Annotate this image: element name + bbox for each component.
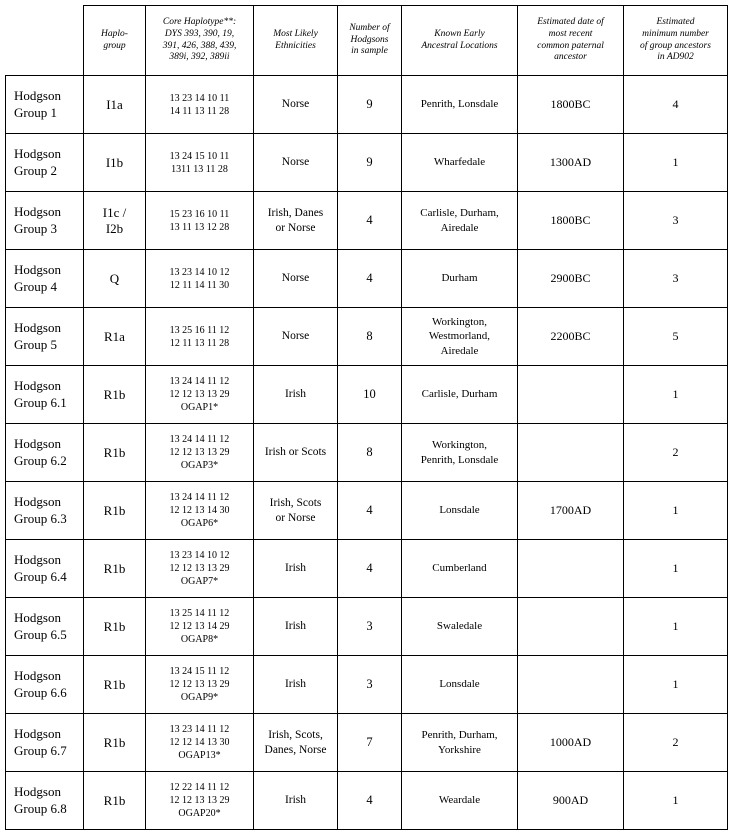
ethnicities-cell [254,482,338,540]
header-line: Hodgsons [350,34,389,45]
haplotype-line: 12 11 13 11 28 [169,337,230,349]
haplogroup-line: R1b [103,386,126,402]
haplotype-cell [146,366,254,424]
sample-count-cell: 4 [338,192,402,250]
header-line: ancestor [554,52,587,63]
locations-cell [402,134,518,192]
ancestor-date-cell: 900AD [518,772,624,830]
haplotype-line: 12 12 13 13 29 [169,795,230,806]
header-line: Core Haplotype**: [162,16,237,27]
group-name-cell [6,192,84,250]
ancestor-date-cell: 1800BC [518,76,624,134]
locations-line: Weardale [438,794,481,807]
ancestor-date-cell: 1700AD [518,482,624,540]
header-line: 391, 426, 388, 439, [162,40,237,51]
ethnicities-line: Norse [281,156,310,169]
haplotype-line: 13 23 14 10 11 [169,92,230,104]
haplotype-cell [146,598,254,656]
haplotype-line: 12 12 13 14 29 [169,621,230,632]
sample-count-cell: 3 [338,598,402,656]
header-line: Ancestral Locations [421,40,498,51]
locations-line: Swaledale [436,620,483,633]
table-row [6,714,728,772]
locations-cell [402,366,518,424]
ethnicities-line: Irish [284,794,307,807]
header-line: in AD902 [657,52,694,63]
haplotype-line: 15 23 16 10 11 [169,208,230,220]
table-row [6,424,728,482]
locations-line: Penrith, Lonsdale [420,98,499,111]
locations-line: Airedale [440,221,479,234]
haplogroup-cell [84,482,146,540]
sample-count-cell: 3 [338,656,402,714]
ancestor-count-cell: 1 [624,482,728,540]
locations-cell [402,482,518,540]
haplotype-line: 12 12 13 14 30 [169,505,230,516]
header-row [6,6,728,76]
locations-line: Penrith, Durham, [421,729,498,742]
ethnicities-cell [254,598,338,656]
haplotype-cell [146,192,254,250]
table-row [6,308,728,366]
ancestor-date-cell [518,540,624,598]
ethnicities-cell [254,424,338,482]
sample-count-cell: 8 [338,308,402,366]
header-number [338,6,402,76]
header-line: Estimated date of [537,16,604,27]
haplotype-line: 13 24 14 11 12 [169,434,230,445]
haplogroup-line: I2b [105,220,124,236]
group-name-line: Group 5 [14,336,57,352]
ethnicities-cell [254,772,338,830]
blank-corner-cell [6,6,84,76]
haplotype-line: 12 12 14 13 30 [169,737,230,748]
group-name-line: Hodgson [14,783,61,799]
header-line: in sample [351,46,388,57]
locations-cell [402,76,518,134]
ethnicities-line: Norse [281,272,310,285]
haplogroup-line: R1b [103,734,126,750]
haplotype-cell [146,656,254,714]
ancestor-count-cell: 4 [624,76,728,134]
ethnicities-line: Irish or Scots [264,446,327,459]
sample-count-cell: 8 [338,424,402,482]
group-name-cell [6,598,84,656]
ancestor-count-cell: 3 [624,250,728,308]
haplotype-line: OGAP13* [178,750,221,761]
ancestor-count-cell: 1 [624,598,728,656]
group-name-cell [6,656,84,714]
header-line: Estimated [656,16,695,27]
haplotype-cell [146,308,254,366]
haplogroup-line: Q [109,270,120,286]
group-name-line: Hodgson [14,609,61,625]
haplotype-cell [146,482,254,540]
ethnicities-line: or Norse [275,511,316,524]
ancestor-date-cell: 1800BC [518,192,624,250]
table-row [6,192,728,250]
group-name-line: Group 6.7 [14,742,67,758]
sample-count-cell: 4 [338,540,402,598]
group-name-cell [6,714,84,772]
group-name-line: Group 6.8 [14,800,67,816]
ancestor-count-cell: 5 [624,308,728,366]
haplotype-line: OGAP3* [180,460,219,471]
header-haplogroup [84,6,146,76]
header-ethnicities [254,6,338,76]
group-name-line: Hodgson [14,377,61,393]
locations-line: Airedale [440,344,479,357]
header-line: Number of [349,22,390,33]
group-name-line: Group 6.2 [14,452,67,468]
ancestor-date-cell: 1300AD [518,134,624,192]
ancestor-count-cell: 1 [624,366,728,424]
locations-cell [402,656,518,714]
sample-count-cell: 4 [338,250,402,308]
header-line: group [103,40,126,51]
header-line: Ethnicities [275,40,316,51]
haplotype-cell [146,714,254,772]
haplotype-line: 12 11 14 11 30 [169,279,230,291]
group-name-line: Hodgson [14,145,61,161]
haplotype-line: 13 23 14 10 12 [169,266,230,278]
ancestor-date-cell [518,424,624,482]
table-row [6,482,728,540]
table-row [6,540,728,598]
haplogroup-cell [84,366,146,424]
haplotype-line: 13 25 16 11 12 [169,324,230,336]
group-name-cell [6,76,84,134]
group-name-cell [6,540,84,598]
haplogroup-line: R1b [103,618,126,634]
ethnicities-cell [254,656,338,714]
group-name-line: Hodgson [14,493,61,509]
haplotype-cell [146,134,254,192]
header-line: common paternal [537,40,604,51]
haplotype-cell [146,76,254,134]
haplogroup-cell [84,772,146,830]
haplotype-line: 13 23 14 11 12 [169,724,230,735]
group-name-line: Group 3 [14,220,57,236]
haplogroup-line: I1b [105,154,124,170]
haplotype-cell [146,250,254,308]
ancestor-date-cell [518,598,624,656]
haplogroup-line: I1c / [102,204,127,220]
header-core-haplotype [146,6,254,76]
table-row [6,366,728,424]
locations-cell [402,308,518,366]
sample-count-cell: 7 [338,714,402,772]
haplotype-line: 12 12 13 13 29 [169,447,230,458]
group-name-line: Hodgson [14,551,61,567]
haplotype-line: 13 11 13 12 28 [169,221,230,233]
ancestor-count-cell: 2 [624,714,728,772]
haplogroup-line: R1b [103,560,126,576]
locations-cell [402,250,518,308]
locations-line: Wharfedale [433,156,486,169]
haplotype-line: OGAP6* [180,518,219,529]
haplogroup-line: R1a [104,328,125,344]
locations-cell [402,772,518,830]
group-name-cell [6,134,84,192]
ethnicities-line: Irish, Scots, [268,728,323,741]
sample-count-cell: 10 [338,366,402,424]
ethnicities-cell [254,308,338,366]
haplotype-line: 13 24 15 11 12 [169,666,230,677]
haplogroup-line: R1b [103,444,126,460]
haplotype-cell [146,772,254,830]
ethnicities-cell [254,540,338,598]
group-name-line: Group 2 [14,162,57,178]
haplogroup-cell [84,540,146,598]
haplotype-line: OGAP20* [178,808,221,819]
haplogroup-cell [84,192,146,250]
haplotype-line: 13 23 14 10 12 [169,550,230,561]
ancestor-count-cell: 1 [624,540,728,598]
group-name-cell [6,250,84,308]
haplogroup-cell [84,308,146,366]
locations-line: Workington, [431,316,488,329]
locations-line: Workington, [431,439,488,452]
header-line: 389i, 392, 389ii [169,52,230,63]
ancestor-date-cell: 2200BC [518,308,624,366]
locations-line: Lonsdale [439,504,480,517]
ancestor-date-cell [518,656,624,714]
group-name-line: Group 4 [14,278,57,294]
locations-cell [402,424,518,482]
locations-line: Penrith, Lonsdale [420,453,499,466]
haplotype-line: OGAP8* [180,634,219,645]
table-row [6,250,728,308]
haplotype-line: OGAP7* [180,576,219,587]
haplotype-line: OGAP9* [180,692,219,703]
haplotype-line: 12 12 13 13 29 [169,563,230,574]
ethnicities-cell [254,192,338,250]
header-ancestors [624,6,728,76]
ethnicities-line: or Norse [275,221,316,234]
group-name-line: Hodgson [14,319,61,335]
ethnicities-cell [254,134,338,192]
hodgson-haplogroup-table [5,5,728,830]
group-name-cell [6,772,84,830]
ancestor-date-cell [518,366,624,424]
group-name-line: Group 6.5 [14,626,67,642]
ancestor-count-cell: 1 [624,134,728,192]
ethnicities-cell [254,250,338,308]
locations-line: Lonsdale [439,678,480,691]
group-name-line: Group 6.4 [14,568,67,584]
ethnicities-line: Danes, Norse [264,743,327,756]
header-line: Known Early [434,28,485,39]
haplotype-line: 13 24 14 11 12 [169,376,230,387]
locations-cell [402,598,518,656]
table-row [6,598,728,656]
group-name-cell [6,424,84,482]
group-name-cell [6,482,84,540]
haplogroup-cell [84,714,146,772]
haplotype-line: 14 11 13 11 28 [169,105,230,117]
haplogroup-line: R1b [103,792,126,808]
haplotype-cell [146,540,254,598]
sample-count-cell: 9 [338,76,402,134]
haplotype-line: 1311 13 11 28 [171,163,228,175]
sample-count-cell: 4 [338,772,402,830]
sample-count-cell: 4 [338,482,402,540]
table-row [6,76,728,134]
ethnicities-line: Irish [284,678,307,691]
haplogroup-cell [84,76,146,134]
group-name-line: Hodgson [14,667,61,683]
locations-cell [402,540,518,598]
group-name-line: Hodgson [14,261,61,277]
group-name-line: Group 6.1 [14,394,67,410]
locations-line: Carlisle, Durham [421,388,498,401]
haplotype-line: 13 24 14 11 12 [169,492,230,503]
group-name-cell [6,308,84,366]
header-line: minimum number [642,28,709,39]
haplogroup-cell [84,598,146,656]
ethnicities-cell [254,366,338,424]
group-name-line: Group 1 [14,104,57,120]
ethnicities-cell [254,76,338,134]
group-name-line: Hodgson [14,435,61,451]
locations-line: Yorkshire [438,743,481,756]
header-line: most recent [548,28,593,39]
group-name-cell [6,366,84,424]
ethnicities-line: Irish, Danes [267,206,324,219]
header-line: Haplo- [101,28,128,39]
ethnicities-line: Irish [284,620,307,633]
ancestor-count-cell: 1 [624,772,728,830]
locations-line: Cumberland [432,562,487,575]
locations-cell [402,192,518,250]
table-row [6,134,728,192]
ancestor-date-cell: 1000AD [518,714,624,772]
locations-cell [402,714,518,772]
haplotype-line: 13 24 15 10 11 [169,150,230,162]
group-name-line: Hodgson [14,203,61,219]
locations-line: Westmorland, [428,330,491,343]
ancestor-count-cell: 1 [624,656,728,714]
haplotype-line: 12 22 14 11 12 [169,782,230,793]
haplogroup-cell [84,250,146,308]
haplotype-cell [146,424,254,482]
header-line: Most Likely [273,28,318,39]
locations-line: Carlisle, Durham, [420,207,499,220]
haplogroup-cell [84,656,146,714]
sample-count-cell: 9 [338,134,402,192]
haplogroup-cell [84,424,146,482]
table-row [6,656,728,714]
haplotype-line: OGAP1* [180,402,219,413]
haplotype-line: 13 25 14 11 12 [169,608,230,619]
group-name-line: Hodgson [14,87,61,103]
locations-line: Durham [441,272,478,285]
ancestor-count-cell: 2 [624,424,728,482]
haplotype-line: 12 12 13 13 29 [169,679,230,690]
ethnicities-line: Irish [284,388,307,401]
group-name-line: Group 6.6 [14,684,67,700]
haplogroup-line: R1b [103,676,126,692]
group-name-line: Group 6.3 [14,510,67,526]
haplogroup-cell [84,134,146,192]
haplogroup-line: I1a [106,96,123,112]
haplotype-line: 12 12 13 13 29 [169,389,230,400]
header-date [518,6,624,76]
ethnicities-line: Irish [284,562,307,575]
haplogroup-line: R1b [103,502,126,518]
ethnicities-line: Irish, Scots [269,496,322,509]
ethnicities-line: Norse [281,98,310,111]
header-locations [402,6,518,76]
ethnicities-cell [254,714,338,772]
ancestor-date-cell: 2900BC [518,250,624,308]
header-line: DYS 393, 390, 19, [164,28,235,39]
header-line: of group ancestors [640,40,711,51]
group-name-line: Hodgson [14,725,61,741]
ancestor-count-cell: 3 [624,192,728,250]
ethnicities-line: Norse [281,330,310,343]
table-row [6,772,728,830]
